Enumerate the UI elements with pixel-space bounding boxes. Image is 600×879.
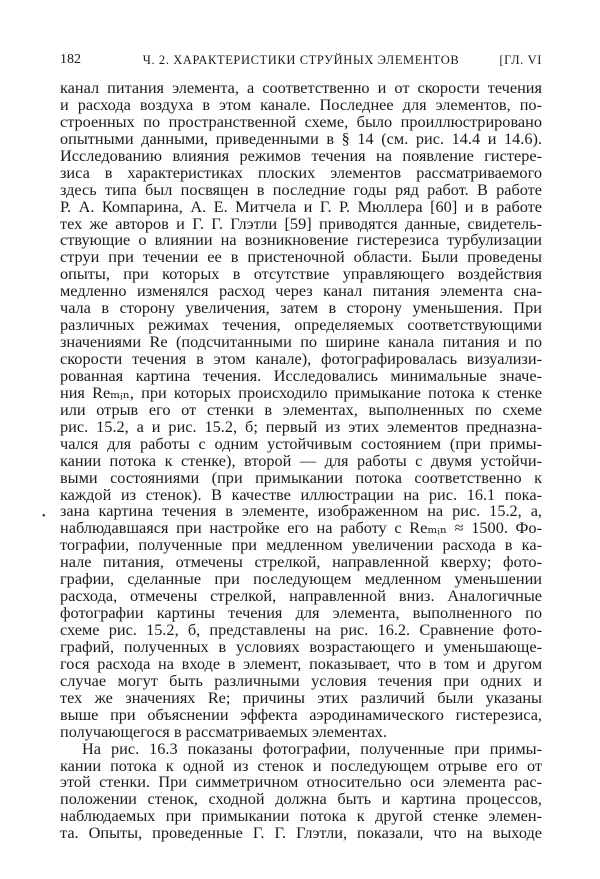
text-line: расхода, отмечены стрелкой, направленной вниз. Аналогичные <box>60 586 542 606</box>
text-line: различных режимах течения, определяемых соответствующими <box>60 315 542 335</box>
text-line: фотографии картины течения для элемента, выполненного по <box>60 603 542 623</box>
text-line: получающегося в рассматриваемых элементах. <box>60 721 388 741</box>
text-line: медленно изменялся расход через канал питания элемента сна- <box>60 281 542 301</box>
text-line: наблюдавшаяся при настройке его на работу с Reₘᵢₙ ≈ 1500. Фо- <box>60 518 542 538</box>
text-line: выми состояниями (при примыкании потока соответственно к <box>60 467 542 487</box>
text-line: положении стенок, сходной должна быть и картина процессов, <box>60 789 542 809</box>
text-line: Исследованию влияния режимов течения на появление гистере- <box>60 145 542 165</box>
running-header <box>60 52 542 70</box>
text-line: тех же значениях Re; причины этих различий были указаны <box>60 687 542 707</box>
text-line: зана картина течения в элементе, изображенном на рис. 15.2, а, <box>60 501 542 521</box>
text-line: тех же авторов и Г. Г. Глэтли [59] приводятся данные, свидетель- <box>60 213 542 233</box>
text-line: схеме рис. 15.2, б, представлены на рис. 16.2. Сравнение фото- <box>60 620 542 639</box>
text-line: кании потока к стенке), второй — для работы с двумя устойчи- <box>60 450 542 470</box>
text-line: кании потока к одной из стенок и последующем отрыве его от <box>60 755 542 775</box>
text-line: чала в сторону увеличения, затем в сторону уменьшения. При <box>60 298 542 318</box>
text-line: графии, сделанные при последующем медленном уменьшении <box>60 569 542 589</box>
text-line: нале питания, отмечены стрелкой, направленной кверху; фото- <box>60 552 542 572</box>
text-line: этой стенки. При симметричном относительно оси элемента рас- <box>60 772 542 792</box>
text-line: или отрыв его от стенки в элементах, выполненных по схеме <box>60 399 542 419</box>
page-number: 182 <box>60 52 81 67</box>
text-line: рис. 15.2, а и рис. 15.2, б; первый из этих элементов предназна- <box>60 416 542 436</box>
text-line: скорости течения в этом канале), фотографировалась визуализи- <box>60 349 542 368</box>
margin-mark: • <box>42 511 46 522</box>
text-line: значениями Re (подсчитанными по ширине канала питания и по <box>60 332 542 352</box>
text-line: строенных по пространственной схеме, было проиллюстрировано <box>60 111 542 131</box>
text-line: опыты, при которых в отсутствие управляющего воздействия <box>60 264 542 284</box>
text-line: наблюдаемых при примыкании потока к другой стенке элемен- <box>60 806 542 826</box>
text-line: тографии, полученные при медленном увеличении расхода в ка- <box>60 535 542 555</box>
text-line: Р. А. Компарина, А. Е. Митчела и Г. Р. Мюллера [60] и в работе <box>60 196 542 216</box>
text-line: На рис. 16.3 показаны фотографии, полученные при примы- <box>82 738 542 758</box>
chapter-label: [ГЛ. VI <box>499 53 542 67</box>
text-line: случае могут быть различными условия течения при одних и <box>60 670 542 690</box>
text-line: ствующие о влиянии на возникновение гистерезиса турбулизации <box>60 230 542 250</box>
text-line: рованная картина течения. Исследовались минимальные значе- <box>60 365 542 385</box>
text-line: и расхода воздуха в этом канале. Последнее для элементов, по- <box>60 94 542 114</box>
text-line: выше при объяснении эффекта аэродинамического гистерезиса, <box>60 704 542 724</box>
text-line: графий, полученных в условиях возрастающего и уменьшающе- <box>60 636 542 656</box>
text-line: гося расхода на входе в элемент, показывает, что в том и другом <box>60 653 542 673</box>
running-title: Ч. 2. ХАРАКТЕРИСТИКИ СТРУЙНЫХ ЭЛЕМЕНТОВ <box>142 53 460 67</box>
text-line: струи при течении ее в пристеночной области. Были проведены <box>60 247 542 267</box>
text-line: канал питания элемента, а соответственно и от скорости течения <box>60 78 542 97</box>
text-line: каждой из стенок). В качестве иллюстрации на рис. 16.1 пока- <box>60 484 542 504</box>
text-line: зиса в характеристиках плоских элементов рассматриваемого <box>60 162 542 182</box>
text-line: здесь типа был посвящен в последние годы ряд работ. В работе <box>60 179 542 199</box>
text-line: опытными данными, приведенными в § 14 (см. рис. 14.4 и 14.6). <box>60 128 542 148</box>
text-line: ния Reₘᵢₙ, при которых происходило примыкание потока к стенке <box>60 382 542 402</box>
body-text <box>60 80 542 842</box>
text-line: чался для работы с одним устойчивым состоянием (при примы- <box>60 433 542 453</box>
text-line: та. Опыты, проведенные Г. Г. Глэтли, показали, что на выходе <box>60 823 542 843</box>
